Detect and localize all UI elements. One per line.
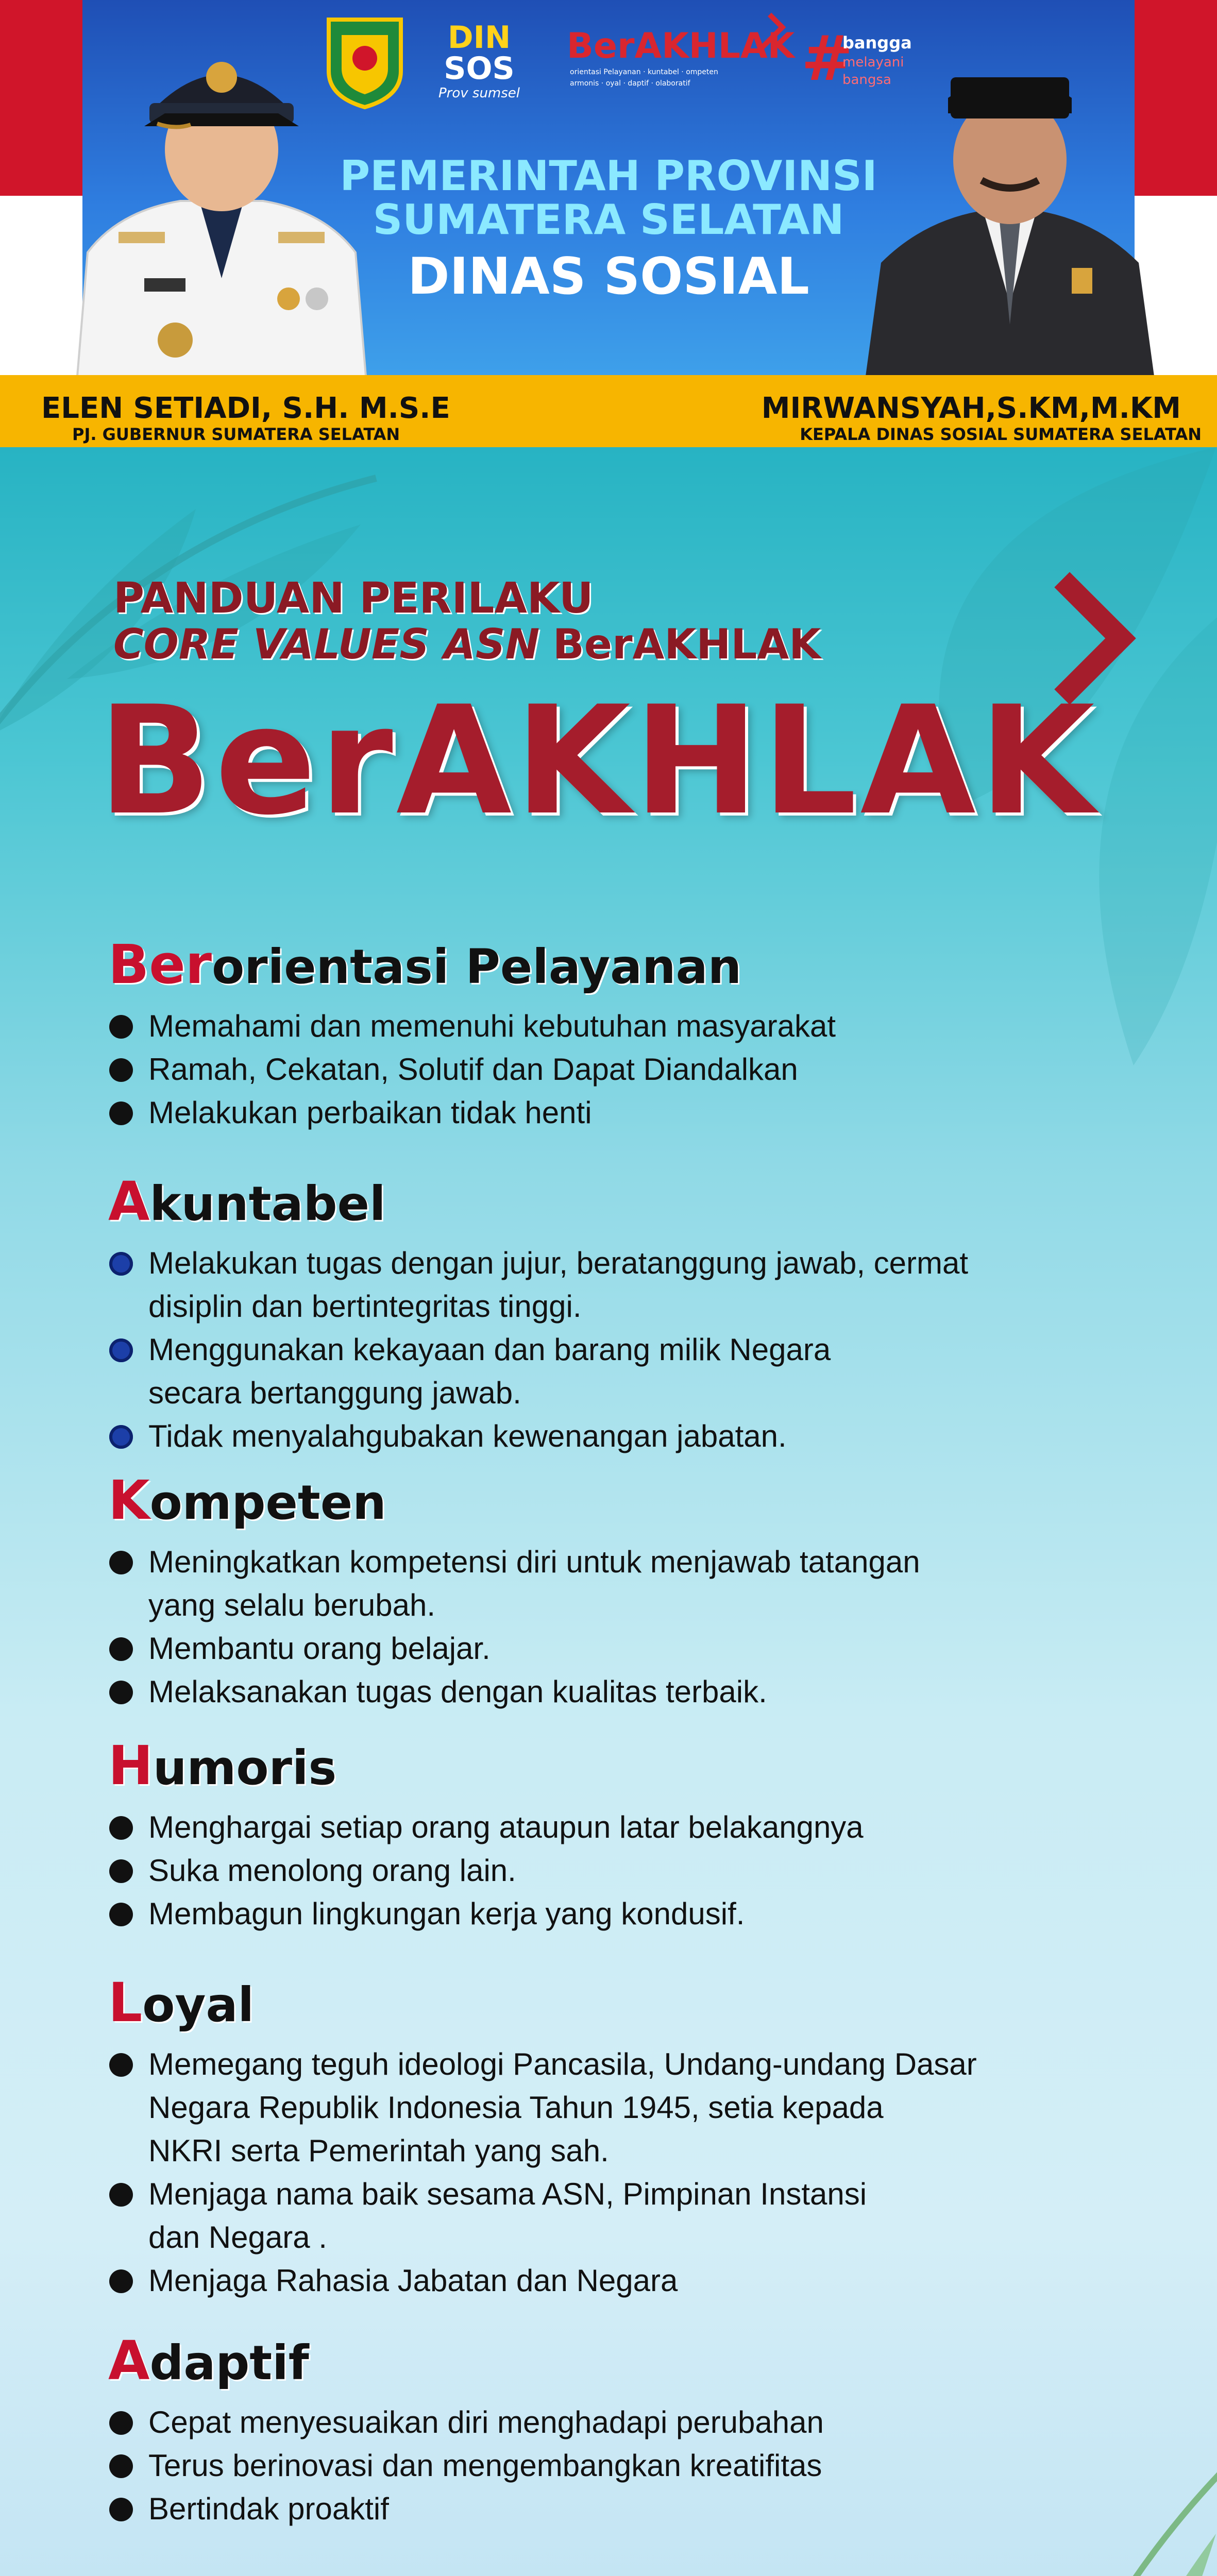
bullet-icon [109,1551,133,1574]
value-heading-initial: K [108,1469,150,1532]
berakhlak-tagline-2: armonis · oyal · daptif · olaboratif [570,79,690,88]
officials-name-band [0,375,1217,447]
panduan-line1: PANDUAN PERILAKU [113,574,594,623]
value-heading-initial: A [108,2329,150,2392]
value-heading-6 [108,2329,309,2392]
value-item-text: dan Negara . [148,2220,327,2255]
value-item-text: Membantu orang belajar. [148,1631,491,1666]
value-heading-rest: daptif [149,2335,309,2391]
value-item-text: Melaksanakan tugas dengan kualitas terbaik. [148,1674,767,1709]
header-title-line2: SUMATERA SELATAN [373,196,844,244]
value-item-text: Menghargai setiap orang ataupun latar belakangnya [148,1810,864,1844]
value-item-text: Membagun lingkungan kerja yang kondusif. [148,1896,745,1931]
value-item-text: Terus berinovasi dan mengembangkan kreatifitas [148,2448,822,2483]
value-item-text: secara bertanggung jawab. [148,1376,521,1410]
value-heading-initial: Ber [108,933,212,996]
value-item-text: Menjaga nama baik sesama ASN, Pimpinan Instansi [148,2177,867,2211]
bangga-small-sub1: melayani [842,55,904,70]
bullet-icon [109,2411,133,2435]
value-item-text: Memegang teguh ideologi Pancasila, Undang-undang Dasar [148,2047,977,2081]
governor-name: ELEN SETIADI, S.H. M.S.E [41,392,450,425]
panduan-line2 [113,620,821,668]
value-item-text: Tidak menyalahgubakan kewenangan jabatan. [148,1419,787,1453]
hash-icon: # [801,23,853,95]
value-heading-rest: kuntabel [149,1176,386,1231]
value-heading-initial: H [108,1734,154,1797]
bullet-icon [109,2269,133,2293]
bullet-icon [109,1015,133,1039]
panduan-core-values: CORE VALUES ASN [113,620,540,668]
value-item-text: yang selalu berubah. [148,1588,436,1622]
value-item-text: Melakukan tugas dengan jujur, beratanggung jawab, cermat [148,1246,969,1280]
value-item-text: Suka menolong orang lain. [148,1853,516,1888]
value-heading-rest: ompeten [149,1475,386,1530]
dinsos-logo-top: DIN [447,20,511,56]
value-heading-initial: L [108,1971,143,2034]
header-title-line1: PEMERINTAH PROVINSI [340,152,877,200]
header-banner [0,0,1217,376]
head-of-office-title: KEPALA DINAS SOSIAL SUMATERA SELATAN [800,425,1202,444]
value-item-text: NKRI serta Pemerintah yang sah. [148,2133,609,2168]
value-heading-rest: umoris [153,1740,337,1795]
value-heading-rest: orientasi Pelayanan [212,939,742,994]
bullet-icon [109,1903,133,1926]
bullet-icon [109,1859,133,1883]
bangga-small-sub2: bangsa [842,72,891,88]
bullet-icon [109,2053,133,2077]
value-item-text: disiplin dan bertintegritas tinggi. [148,1289,582,1324]
governor-title: PJ. GUBERNUR SUMATERA SELATAN [72,425,400,444]
bullet-icon [109,2454,133,2478]
value-heading-3 [108,1469,386,1532]
value-item-text: Bertindak proaktif [148,2492,389,2526]
value-item-text: Negara Republik Indonesia Tahun 1945, setia kepada [148,2090,884,2125]
bullet-icon [109,1101,133,1125]
value-heading-1 [108,933,742,996]
value-item-text: Memahami dan memenuhi kebutuhan masyarakat [148,1009,836,1043]
berakhlak-logo-text: BerAKHLAK [567,26,795,66]
value-item-text: Melakukan perbaikan tidak henti [148,1095,592,1130]
head-of-office-name: MIRWANSYAH,S.KM,M.KM [761,392,1181,425]
bullet-icon [109,1252,133,1276]
bullet-icon [109,1816,133,1840]
value-heading-2 [108,1170,386,1233]
bullet-icon [109,2498,133,2521]
header-title-line3: DINAS SOSIAL [408,247,809,306]
dinsos-logo [438,22,520,104]
big-berakhlak-title: BerAKHLAK [98,674,1098,848]
dinsos-logo-sub: Prov sumsel [438,86,520,101]
bangga-melayani-logo [801,23,912,98]
provincial-emblem-logo [324,14,406,110]
value-item-text: Cepat menyesuaikan diri menghadapi perubahan [148,2405,824,2439]
value-item-text: Menggunakan kekayaan dan barang milik Negara [148,1332,831,1367]
bullet-icon [109,2183,133,2207]
bullet-icon [109,1681,133,1704]
value-heading-4 [108,1734,337,1797]
bullet-icon [109,1338,133,1362]
bullet-icon [109,1637,133,1661]
bullet-icon [109,1425,133,1449]
bullet-icon [109,1058,133,1082]
palm-leaf-decoration-bottom [927,2405,1217,2576]
berakhlak-logo [567,15,795,98]
value-heading-initial: A [108,1170,150,1233]
main-content [0,447,1217,2576]
panduan-brand: BerAKHLAK [552,620,821,668]
bangga-small-word: bangga [842,33,912,53]
value-heading-5 [108,1971,255,2034]
value-heading-rest: oyal [142,1977,255,2032]
value-item-text: Menjaga Rahasia Jabatan dan Negara [148,2263,678,2298]
value-item-text: Ramah, Cekatan, Solutif dan Dapat Diandalkan [148,1052,798,1087]
dinsos-logo-bottom: SOS [444,50,515,87]
berakhlak-tagline-1: orientasi Pelayanan · kuntabel · ompeten [570,68,718,76]
value-item-text: Meningkatkan kompetensi diri untuk menjawab tatangan [148,1545,920,1579]
